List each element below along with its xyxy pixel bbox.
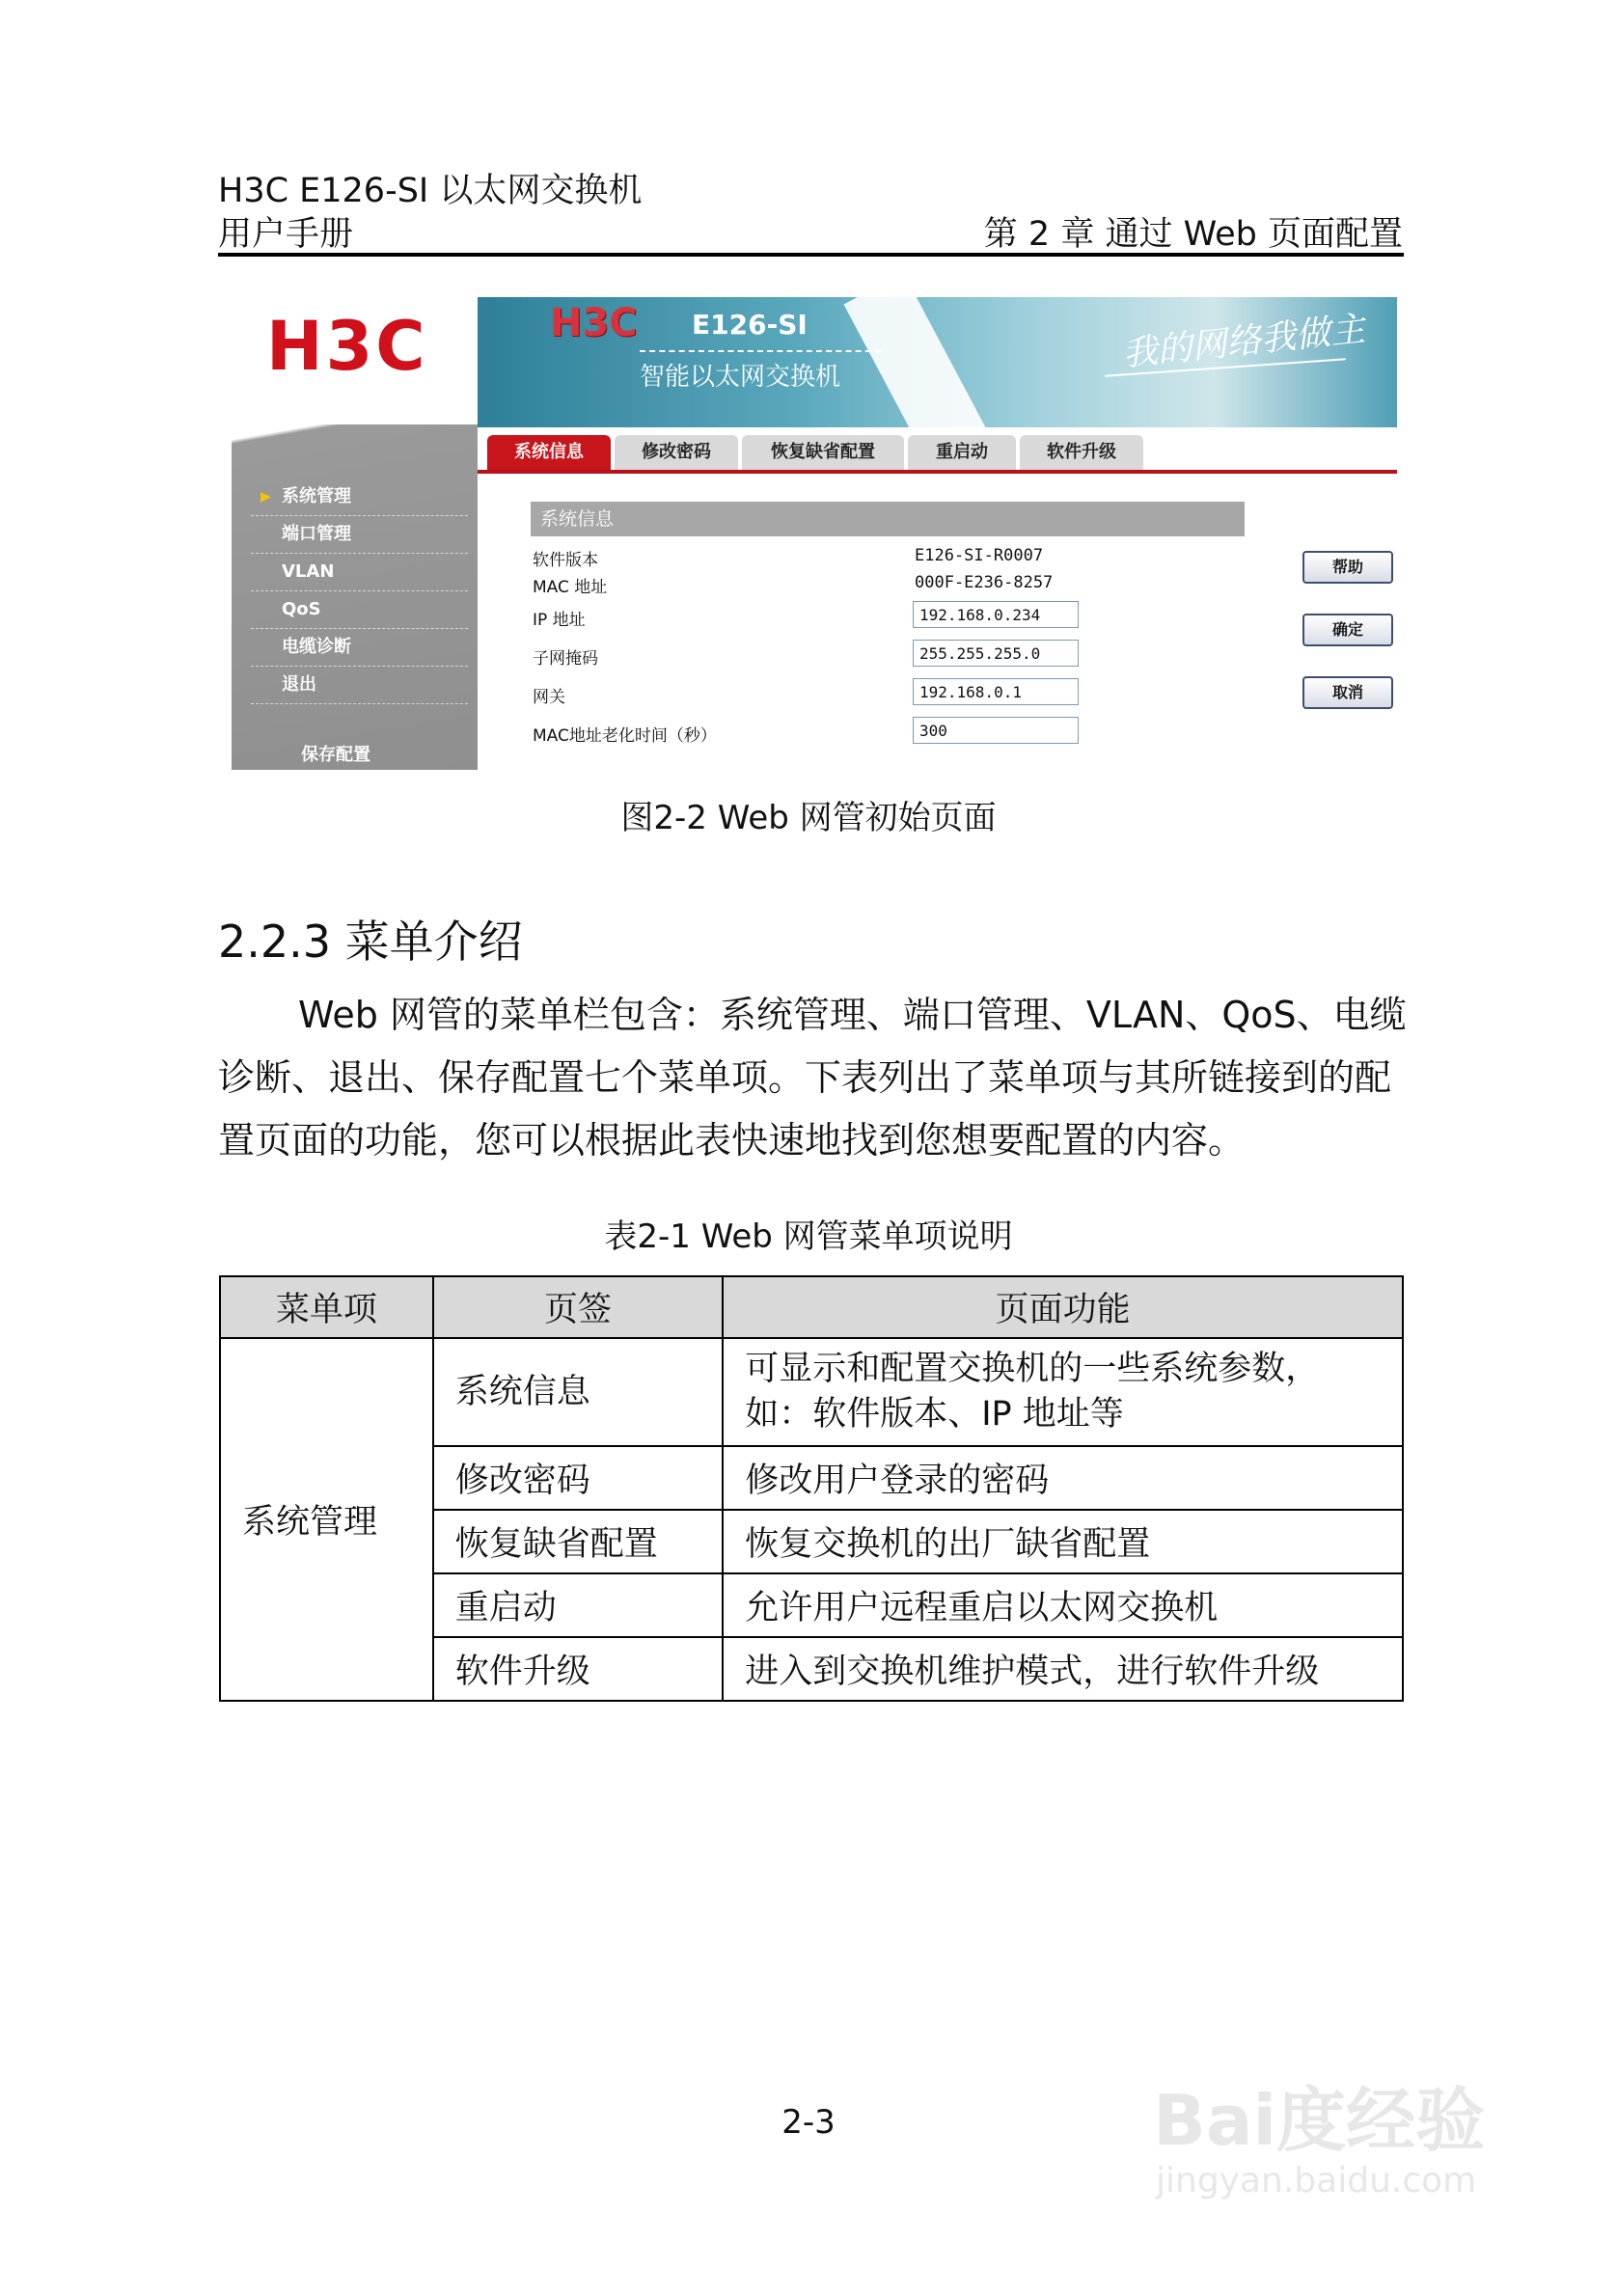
mac-aging-label: MAC地址老化时间（秒）: [533, 726, 717, 746]
h3c-logo: H3C: [266, 307, 428, 386]
sidebar-item-label: 端口管理: [282, 524, 351, 544]
tab-system-info[interactable]: 系统信息: [487, 435, 611, 470]
table-header-row: [220, 1276, 1403, 1338]
figure-caption: 图2-2 Web 网管初始页面: [620, 799, 997, 837]
table-cell-tab: 软件升级: [433, 1637, 724, 1701]
header-product: H3C E126-SI 以太网交换机: [218, 172, 643, 210]
tab-reboot[interactable]: 重启动: [908, 435, 1016, 470]
table-cell-function: 恢复交换机的出厂缺省配置: [723, 1510, 1403, 1573]
section-title-bar: 系统信息: [531, 502, 1245, 536]
ip-label: IP 地址: [533, 611, 586, 630]
web-admin-screenshot: [232, 297, 1397, 770]
table-row: [220, 1338, 1403, 1446]
page-number: 2-3: [781, 2103, 836, 2142]
header-chapter: 第 2 章 通过 Web 页面配置: [983, 215, 1403, 254]
gateway-label: 网关: [533, 688, 565, 707]
banner-divider: [640, 350, 881, 352]
sidebar-item-label: VLAN: [282, 561, 335, 582]
header-manual: 用户手册: [218, 215, 354, 254]
banner-cable-graphic: [843, 297, 989, 427]
sidebar-item-qos[interactable]: [251, 591, 468, 629]
table-cell-function: 进入到交换机维护模式，进行软件升级: [723, 1637, 1403, 1701]
table-header: 菜单项: [220, 1276, 433, 1338]
banner-brand: H3C: [550, 301, 638, 345]
tab-restore-default[interactable]: 恢复缺省配置: [742, 435, 904, 470]
table-cell-tab: 重启动: [433, 1573, 724, 1637]
sidebar-item-label: 系统管理: [282, 486, 351, 506]
menu-table: [219, 1275, 1404, 1702]
sidebar-item-port-mgmt[interactable]: [251, 516, 468, 554]
tab-software-upgrade[interactable]: 软件升级: [1020, 435, 1143, 470]
help-button[interactable]: 帮助: [1302, 551, 1393, 584]
software-version-value: E126-SI-R0007: [915, 546, 1044, 565]
sidebar-item-cable-diagnosis[interactable]: [251, 629, 468, 667]
gateway-input[interactable]: 192.168.0.1: [913, 678, 1079, 705]
table-cell-tab: 系统信息: [433, 1338, 724, 1446]
sidebar-item-exit[interactable]: [251, 667, 468, 704]
banner-slogan: 我的网络我做主: [1120, 309, 1367, 375]
banner-subtitle: 智能以太网交换机: [640, 363, 841, 392]
tab-bar: [478, 427, 1397, 476]
table-cell-function: 修改用户登录的密码: [723, 1446, 1403, 1510]
sidebar-item-label: QoS: [282, 599, 321, 619]
tab-change-password[interactable]: 修改密码: [615, 435, 738, 470]
ip-input[interactable]: 192.168.0.234: [913, 601, 1079, 628]
table-cell-function: 允许用户远程重启以太网交换机: [723, 1573, 1403, 1637]
table-caption: 表2-1 Web 网管菜单项说明: [604, 1217, 1013, 1256]
table-cell-tab: 恢复缺省配置: [433, 1510, 724, 1573]
logo-area: [232, 297, 478, 424]
table-header: 页面功能: [723, 1276, 1403, 1338]
sidebar-item-save-config[interactable]: 保存配置: [301, 745, 370, 765]
ok-button[interactable]: 确定: [1302, 614, 1393, 646]
sidebar-item-label: 电缆诊断: [282, 637, 351, 657]
sidebar-item-vlan[interactable]: [251, 554, 468, 591]
sidebar-item-label: 退出: [282, 674, 316, 695]
section-heading: 2.2.3 菜单介绍: [218, 916, 523, 968]
mac-value: 000F-E236-8257: [915, 573, 1054, 592]
table-cell-tab: 修改密码: [433, 1446, 724, 1510]
table-header: 页签: [433, 1276, 724, 1338]
mask-input[interactable]: 255.255.255.0: [913, 640, 1079, 667]
mask-label: 子网掩码: [533, 649, 598, 669]
cancel-button[interactable]: 取消: [1302, 676, 1393, 709]
watermark-brand: Bai度经验: [1153, 2080, 1486, 2161]
table-cell-function: 可显示和配置交换机的一些系统参数，如：软件版本、IP 地址等: [723, 1338, 1403, 1446]
arrow-right-icon: ▶: [260, 489, 271, 505]
header-rule: [218, 253, 1404, 257]
mac-aging-input[interactable]: 300: [913, 717, 1079, 744]
banner-model: E126-SI: [692, 309, 808, 341]
banner: [478, 297, 1397, 427]
mac-label: MAC 地址: [533, 578, 608, 597]
sidebar-item-system-mgmt[interactable]: [251, 478, 468, 516]
body-paragraph: Web 网管的菜单栏包含：系统管理、端口管理、VLAN、QoS、电缆诊断、退出、保存配置七个菜单项。下表列出了菜单项与其所链接到的配置页面的功能，您可以根据此表快速地找到您想要配置的内容。: [218, 994, 1407, 1162]
sidebar-menu: [251, 478, 468, 765]
software-version-label: 软件版本: [533, 551, 598, 570]
table-cell-menu-item: 系统管理: [220, 1338, 433, 1701]
watermark-url: jingyan.baidu.com: [1156, 2161, 1477, 2200]
tab-underline: [478, 470, 1397, 474]
